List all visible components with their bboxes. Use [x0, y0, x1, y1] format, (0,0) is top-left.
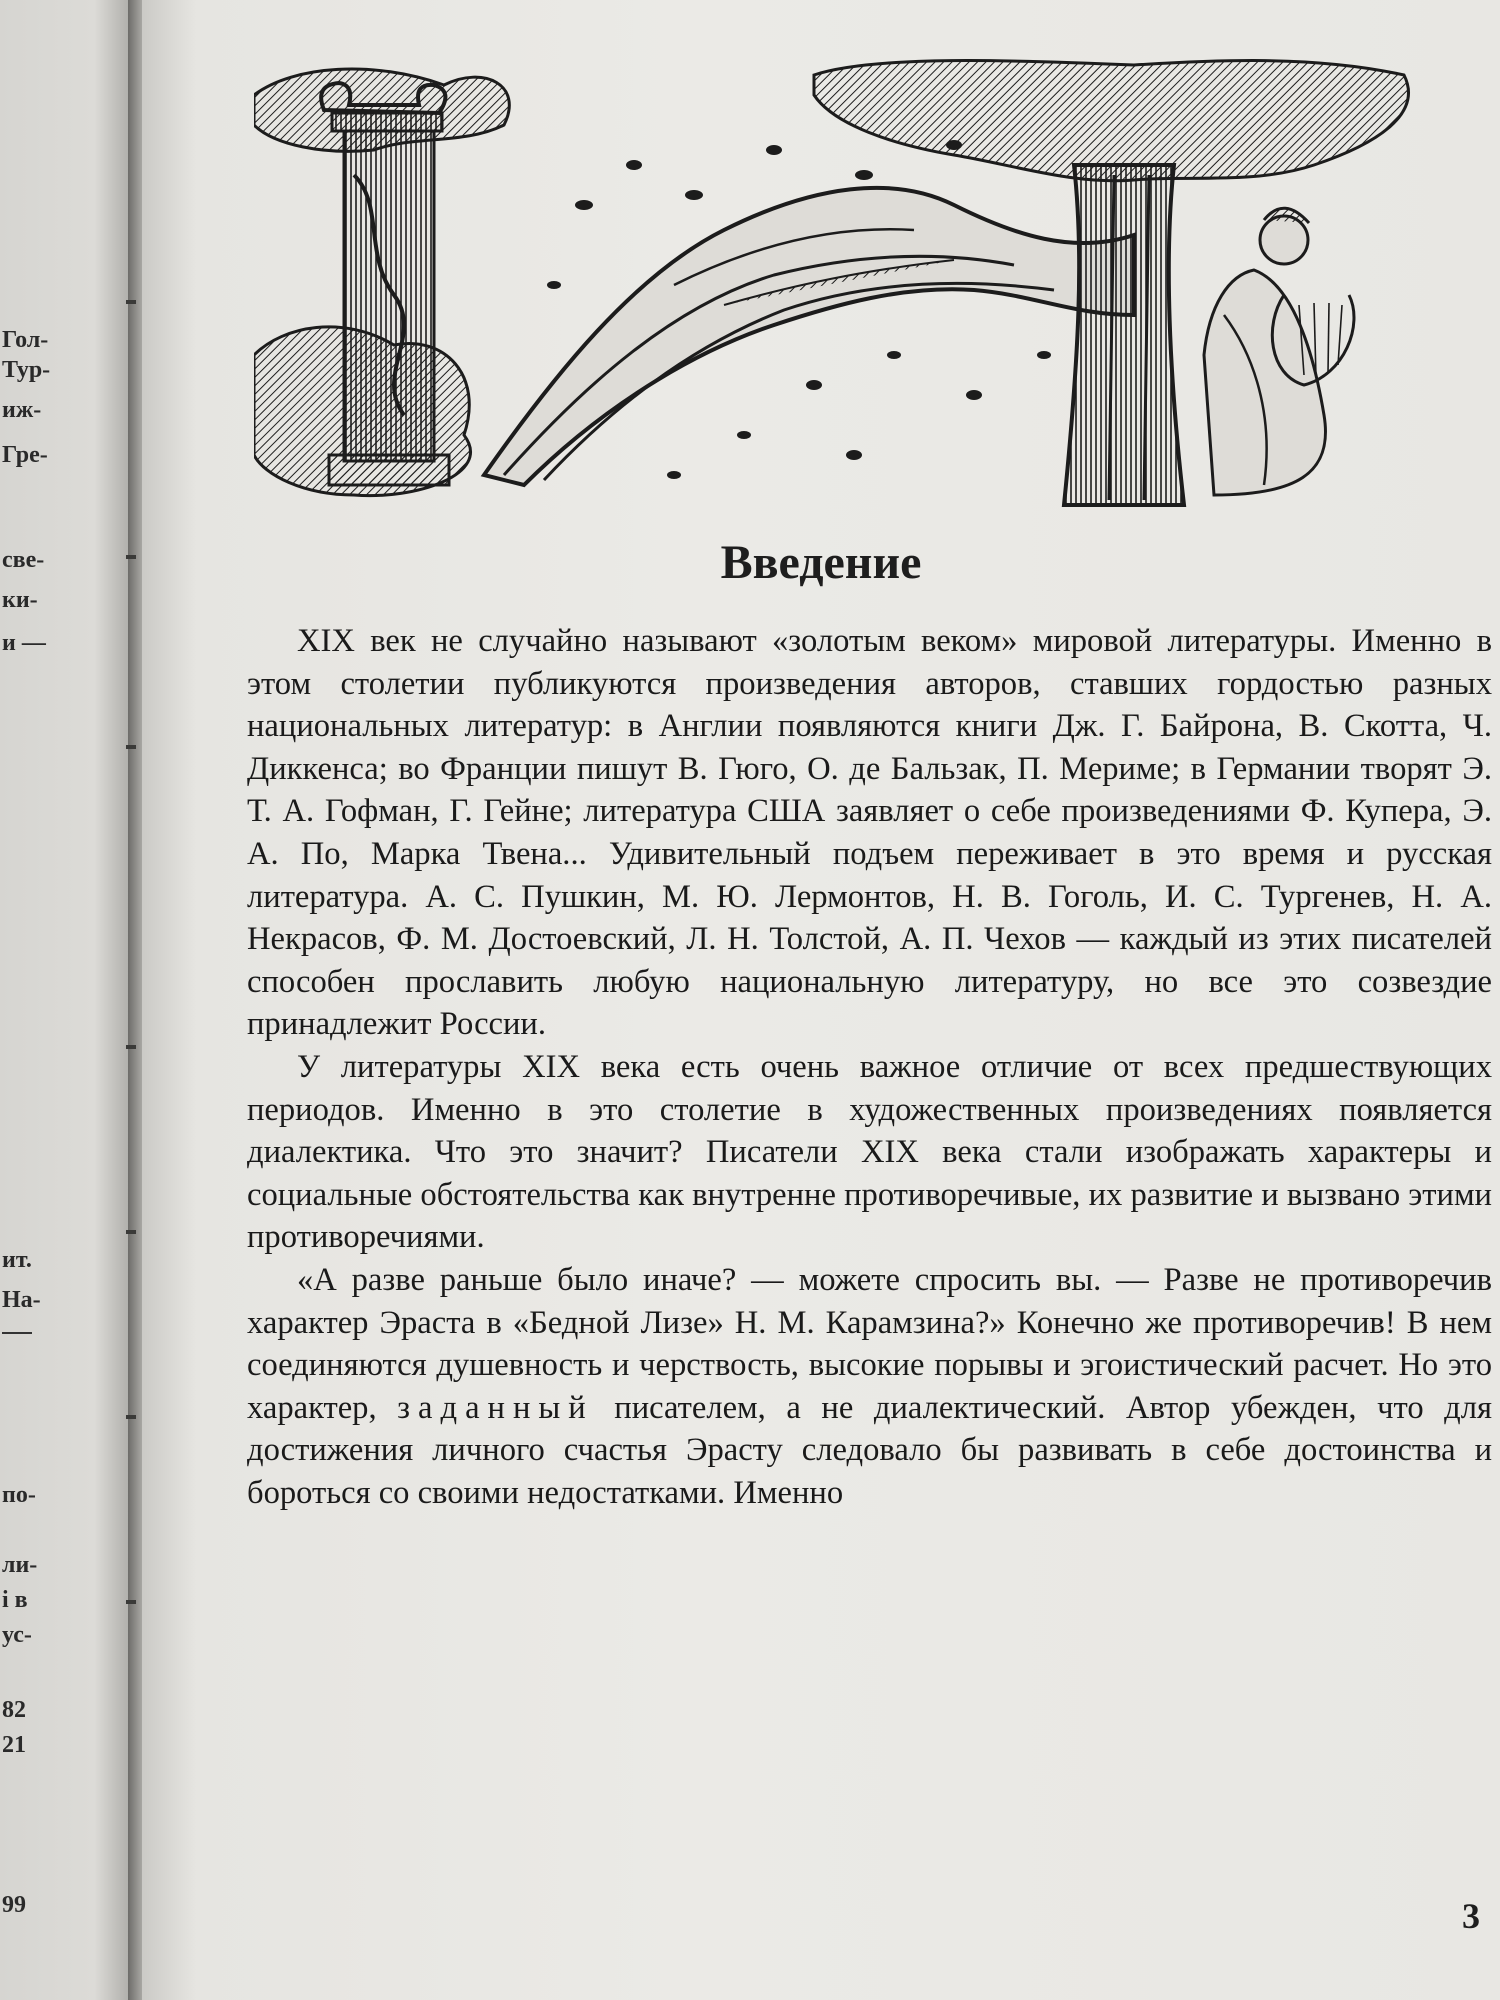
- binding-stitch: [126, 1415, 136, 1419]
- binding-stitch: [126, 300, 136, 304]
- left-page-fragment: по-: [2, 1482, 36, 1508]
- paragraph-text: «А разве раньше было иначе? — можете спросить вы. — Разве не противоречив характер Эраста в «Бедной Лизе» Н. М. Карамзина?» Конечно же противоречив! В нем соединяются душевность и черствость, высокие порывы и эгоистический расчет. Но это характер,: [247, 1261, 1492, 1426]
- binding-stitch: [126, 555, 136, 559]
- page-title: Введение: [720, 536, 922, 589]
- left-page-fragment: ус-: [2, 1622, 32, 1648]
- left-page-fragment: ит.: [2, 1247, 32, 1273]
- left-page-fragment: и —: [2, 630, 46, 656]
- left-page-fragment: 99: [2, 1892, 26, 1918]
- left-page-fragment: Гре-: [2, 442, 48, 468]
- paragraph-text: писателем, а не диалектический. Автор убежден, что для достижения личного счастья Эрасту следовало бы развивать в себе достоинства и бороться со своими недостатками. Именно: [247, 1389, 1492, 1511]
- header-illustration: [254, 55, 1494, 515]
- paragraph: У литературы XIX века есть очень важное отличие от всех предшествующих периодов. Именно в это столетие в художественных произведениях появляется диалектика. Что это значит? Писатели XIX века стали изображать характеры и социальные обстоятельства как внутренне противоречивые, их развитие и вызвано этими противоречиями.: [247, 1048, 1492, 1256]
- left-page-fragment: 21: [2, 1732, 26, 1758]
- body-text: [247, 620, 1492, 1514]
- left-page-fragment: Гол-: [2, 327, 49, 353]
- lyre-player-figure-icon: [1204, 208, 1354, 495]
- left-page-fragment: На-: [2, 1287, 41, 1313]
- paragraph: [247, 1259, 1492, 1515]
- book-page: [142, 0, 1500, 2000]
- binding-stitch: [126, 1045, 136, 1049]
- left-page-fragment: і в: [2, 1587, 28, 1613]
- left-page-fragment: ли-: [2, 1552, 38, 1578]
- left-page-fragment: све-: [2, 547, 45, 573]
- binding-stitch: [126, 1230, 136, 1234]
- emphasized-word: заданный: [397, 1389, 594, 1426]
- previous-page: [0, 0, 135, 2000]
- paragraph: XIX век не случайно называют «золотым веком» мировой литературы. Именно в этом столетии публикуются произведения авторов, ставших гордостью разных национальных литератур: в Англии появляются книги Дж. Г. Байрона, В. Скотта, Ч. Диккенса; во Франции пишут В. Гюго, О. де Бальзак, П. Мериме; в Германии творят Э. Т. А. Гофман, Г. Гейне; литература США заявляет о себе произведениями Ф. Купера, Э. А. По, Марка Твена... Удивительный подъем переживает в это время и русская литература. А. С. Пушкин, М. Ю. Лермонтов, Н. В. Гоголь, И. С. Тургенев, Н. А. Некрасов, Ф. М. Достоевский, Л. Н. Толстой, А. П. Чехов — каждый из этих писателей способен прославить любую национальную литературу, но все это созвездие принадлежит России.: [247, 623, 1492, 1043]
- left-page-rule: [2, 1332, 32, 1334]
- left-page-fragment: Тур-: [2, 357, 51, 383]
- flowing-drapery-icon: [484, 188, 1134, 485]
- page-number: 3: [1462, 1896, 1480, 1936]
- binding-stitch: [126, 1600, 136, 1604]
- left-page-fragment: ки-: [2, 587, 38, 613]
- left-page-fragment: иж-: [2, 397, 42, 423]
- left-page-fragment: 82: [2, 1697, 26, 1723]
- binding-stitch: [126, 745, 136, 749]
